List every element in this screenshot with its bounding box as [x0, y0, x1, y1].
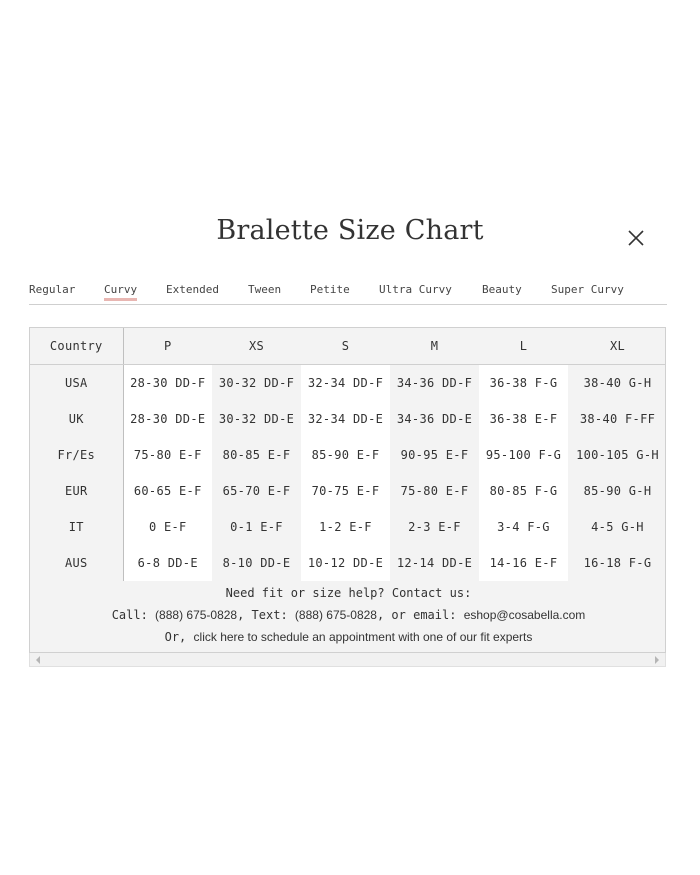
table-cell: 12-14 DD-E [390, 545, 479, 581]
table-cell: 10-12 DD-E [301, 545, 390, 581]
table-cell: 2-3 E-F [390, 509, 479, 545]
table-cell: 75-80 E-F [123, 437, 212, 473]
header-xl: XL [568, 328, 666, 365]
header-m: M [390, 328, 479, 365]
tab-extended[interactable]: Extended [166, 283, 219, 296]
table-cell: 14-16 E-F [479, 545, 568, 581]
table-cell: 16-18 F-G [568, 545, 666, 581]
table-cell: 36-38 E-F [479, 401, 568, 437]
call-phone-link[interactable]: (888) 675-0828 [155, 608, 238, 622]
table-cell: 60-65 E-F [123, 473, 212, 509]
table-row [30, 437, 666, 473]
scroll-left-arrow-icon[interactable] [36, 656, 40, 664]
tab-beauty[interactable]: Beauty [482, 283, 522, 296]
appointment-link[interactable]: click here to schedule an appointment with one of our fit experts [193, 630, 533, 644]
table-cell: 32-34 DD-F [301, 365, 390, 402]
table-cell: 30-32 DD-E [212, 401, 301, 437]
header-s: S [301, 328, 390, 365]
table-row [30, 401, 666, 437]
table-cell: 65-70 E-F [212, 473, 301, 509]
close-button[interactable] [624, 226, 648, 250]
size-table-container [29, 327, 666, 653]
table-cell: 95-100 F-G [479, 437, 568, 473]
table-cell: IT [30, 509, 123, 545]
table-row [30, 365, 666, 402]
table-cell: 8-10 DD-E [212, 545, 301, 581]
table-cell: 28-30 DD-F [123, 365, 212, 402]
table-cell: EUR [30, 473, 123, 509]
size-tabs [29, 283, 667, 305]
modal-title: Bralette Size Chart [216, 215, 484, 246]
contact-line [30, 604, 666, 626]
header-p: P [123, 328, 212, 365]
table-cell: UK [30, 401, 123, 437]
tab-ultra-curvy[interactable]: Ultra Curvy [379, 283, 452, 296]
size-table [30, 328, 666, 581]
table-cell: 85-90 G-H [568, 473, 666, 509]
contact-heading: Need fit or size help? Contact us: [225, 586, 472, 600]
table-cell: 36-38 F-G [479, 365, 568, 402]
table-cell: 3-4 F-G [479, 509, 568, 545]
table-cell: 38-40 F-FF [568, 401, 666, 437]
table-cell: 28-30 DD-E [123, 401, 212, 437]
table-row [30, 545, 666, 581]
table-cell: 0 E-F [123, 509, 212, 545]
call-label: Call: [111, 608, 148, 622]
table-cell: 34-36 DD-E [390, 401, 479, 437]
table-header-row [30, 328, 666, 365]
table-cell: 75-80 E-F [390, 473, 479, 509]
table-cell: 30-32 DD-F [212, 365, 301, 402]
or-label: Or, [164, 630, 187, 644]
tab-petite[interactable]: Petite [310, 283, 350, 296]
tab-tween[interactable]: Tween [248, 283, 282, 296]
contact-footer [30, 582, 666, 648]
tab-curvy[interactable]: Curvy [104, 283, 137, 301]
header-xs: XS [212, 328, 301, 365]
close-icon [624, 226, 648, 250]
table-cell: 34-36 DD-F [390, 365, 479, 402]
table-cell: 1-2 E-F [301, 509, 390, 545]
table-cell: USA [30, 365, 123, 402]
table-row [30, 473, 666, 509]
email-label: , or email: [376, 608, 457, 622]
text-phone-link[interactable]: (888) 675-0828 [294, 608, 377, 622]
table-cell: 90-95 E-F [390, 437, 479, 473]
table-cell: AUS [30, 545, 123, 581]
appointment-line [30, 626, 666, 648]
table-cell: 6-8 DD-E [123, 545, 212, 581]
table-cell: 85-90 E-F [301, 437, 390, 473]
table-cell: Fr/Es [30, 437, 123, 473]
table-cell: 0-1 E-F [212, 509, 301, 545]
table-cell: 100-105 G-H [568, 437, 666, 473]
text-label: , Text: [237, 608, 288, 622]
tab-regular[interactable]: Regular [29, 283, 76, 296]
header-country: Country [30, 328, 123, 365]
horizontal-scrollbar[interactable] [29, 653, 666, 667]
table-cell: 70-75 E-F [301, 473, 390, 509]
table-cell: 32-34 DD-E [301, 401, 390, 437]
table-cell: 4-5 G-H [568, 509, 666, 545]
table-row [30, 509, 666, 545]
email-link[interactable]: eshop@cosabella.com [463, 608, 586, 622]
table-cell: 80-85 E-F [212, 437, 301, 473]
tab-super-curvy[interactable]: Super Curvy [551, 283, 624, 296]
table-cell: 38-40 G-H [568, 365, 666, 402]
header-l: L [479, 328, 568, 365]
table-cell: 80-85 F-G [479, 473, 568, 509]
scroll-right-arrow-icon[interactable] [655, 656, 659, 664]
